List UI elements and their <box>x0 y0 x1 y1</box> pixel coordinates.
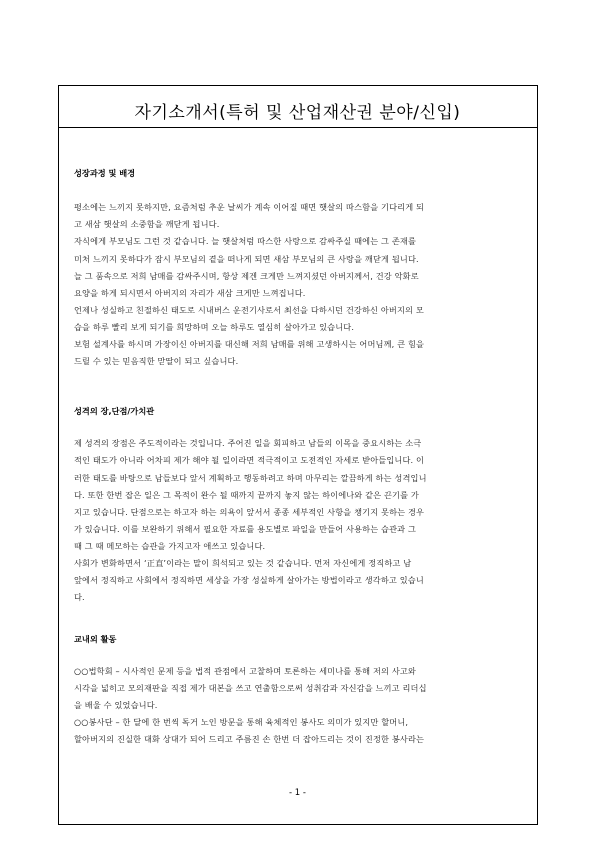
section-heading-personality: 성격의 장,단점/가치관 <box>74 406 155 416</box>
paragraph-line: ○○봉사단 – 한 달에 한 번씩 독거 노인 방문을 통해 육체적인 봉사도 의미가 있지만 할머니, <box>74 717 409 727</box>
paragraph-line: 때 그 때 메모하는 습관을 가지고자 애쓰고 있습니다. <box>74 541 266 551</box>
paragraph-line: 늘 그 품속으로 저희 남매를 감싸주시며, 항상 제겐 크게만 느껴지셨던 아버지께서, 건강 악화로 <box>74 271 419 281</box>
section-heading-activities: 교내외 활동 <box>74 634 117 644</box>
paragraph-line: 다. <box>74 592 85 602</box>
paragraph-line: 자식에게 부모님도 그런 것 같습니다. 늘 햇살처럼 따스한 사랑으로 감싸주실 때에는 그 존재를 <box>74 236 417 246</box>
paragraph-line: 제 성격의 장점은 주도적이라는 것입니다. 주어진 일을 회피하고 남들의 이목을 중요시하는 소극 <box>74 438 422 448</box>
paragraph-line: 습을 하루 빨리 보게 되기를 희망하며 오늘 하루도 열심히 살아가고 있습니다. <box>74 322 355 332</box>
paragraph-line: 다. 또한 한번 잡은 일은 그 목적이 완수 될 때까지 끝까지 놓지 않는 하이에나와 같은 끈기를 가 <box>74 490 419 500</box>
paragraph-line: 가 있습니다. 이를 보완하기 위해서 필요한 자료를 용도별로 파일을 만들어 사용하는 습관과 그 <box>74 524 417 534</box>
paragraph-line: 을 배울 수 있었습니다. <box>74 700 158 710</box>
paragraph-line: 언제나 성실하고 친절하신 태도로 시내버스 운전기사로서 최선을 다하시던 건강하신 아버지의 모 <box>74 305 424 315</box>
paragraph-line: 시각을 넓히고 모의재판을 직접 제가 대본을 쓰고 연출함으로써 성취감과 자신감을 느끼고 리더십 <box>74 683 427 693</box>
paragraph-line: 지고 있습니다. 단점으로는 하고자 하는 의욕이 앞서서 종종 세부적인 사항을 챙기지 못하는 경우 <box>74 507 425 517</box>
section-heading-growth: 성장과정 및 배경 <box>74 168 136 178</box>
paragraph-line: 사회가 변화하면서 ‘正直’이라는 말이 희석되고 있는 것 같습니다. 먼저 자신에게 정직하고 남 <box>74 558 412 568</box>
title-divider <box>58 127 538 128</box>
paragraph-line: 고 새삼 햇살의 소중함을 깨닫게 됩니다. <box>74 219 220 229</box>
paragraph-line: 적인 태도가 아니라 어차피 제가 해야 될 일이라면 적극적이고 도전적인 자세로 받아들입니다. 이 <box>74 455 425 465</box>
paragraph-line: 러한 태도를 바탕으로 남들보다 앞서 계획하고 행동하려고 하며 마무리는 깔끔하게 하는 성격입니 <box>74 473 427 483</box>
page-number: - 1 - <box>289 788 306 798</box>
paragraph-line: 드릴 수 있는 믿음직한 맏딸이 되고 싶습니다. <box>74 356 239 366</box>
document-title: 자기소개서(특허 및 산업재산권 분야/신입) <box>134 103 461 123</box>
paragraph-line: 미처 느끼지 못하다가 잠시 부모님의 곁을 떠나게 되면 새삼 부모님의 큰 사랑을 깨닫게 됩니다. <box>74 254 419 264</box>
paragraph-line: ○○법학회 – 시사적인 문제 등을 법적 관점에서 고찰하며 토론하는 세미나를 통해 저의 사고와 <box>74 666 416 676</box>
paragraph-line: 앞에서 정직하고 사회에서 정직하면 세상을 가장 성실하게 살아가는 방법이라고 생각하고 있습니 <box>74 575 424 585</box>
paragraph-line: 평소에는 느끼지 못하지만, 요즘처럼 추운 날씨가 계속 이어질 때면 햇살의 따스함을 기다리게 되 <box>74 202 425 212</box>
paragraph-line: 요양을 하게 되시면서 아버지의 자리가 새삼 크게만 느껴집니다. <box>74 288 306 298</box>
paragraph-line: 보험 설계사를 하시며 가장이신 아버지를 대신해 저희 남매를 위해 고생하시는 어머님께, 큰 힘을 <box>74 339 425 349</box>
paragraph-line: 할아버지의 진실한 대화 상대가 되어 드리고 주름진 손 한번 더 잡아드리는 것이 진정한 봉사라는 <box>74 734 425 744</box>
